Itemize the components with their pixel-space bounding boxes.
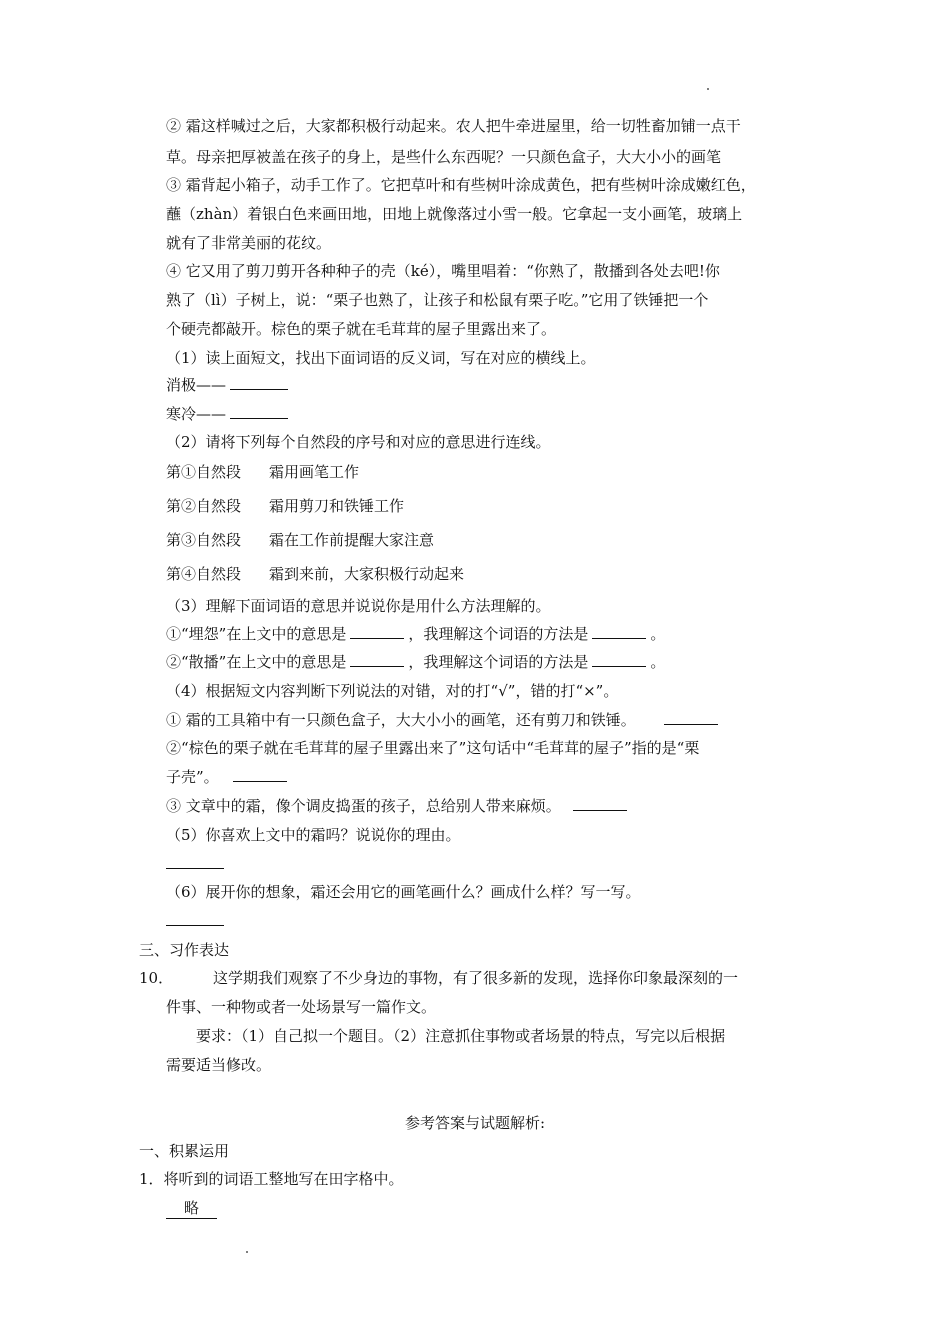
q4-prompt: （4）根据短文内容判断下列说法的对错，对的打“√”，错的打“×”。 (166, 682, 619, 700)
q5-blank[interactable] (166, 854, 224, 869)
q4-blank-2[interactable] (233, 767, 287, 782)
section3-heading: 三、习作表达 (139, 941, 230, 959)
top-dot (707, 88, 709, 90)
q3-item-1-text-b: ，我理解这个词语的方法是 (408, 625, 589, 643)
q3-blank-1a[interactable] (350, 624, 404, 639)
answers-a1 (166, 1198, 217, 1218)
q3-item-2-text-c: 。 (650, 653, 666, 671)
answers-section1: 一、积累运用 (139, 1142, 230, 1160)
passage-p2-line1: ② 霜这样喊过之后，大家都积极行动起来。农人把牛牵进屋里，给一切牲畜加铺一点干 (166, 117, 741, 135)
q2-prompt: （2）请将下列每个自然段的序号和对应的意思进行连线。 (166, 433, 551, 451)
passage-p3-line3: 就有了非常美丽的花纹。 (166, 234, 332, 252)
q4-statement-1 (166, 710, 722, 730)
q2-row-4-left: 第④自然段 (166, 565, 242, 583)
answers-q1: 1．将听到的词语工整地写在田字格中。 (139, 1170, 404, 1188)
q2-row-2[interactable] (166, 496, 404, 516)
q4-blank-1[interactable] (664, 710, 718, 725)
q3-item-2-text-a: ②“散播”在上文中的意思是 (166, 653, 347, 671)
q3-item-2 (166, 652, 665, 672)
q2-row-4-right: 霜到来前，大家积极行动起来 (269, 565, 465, 583)
q10-line-1: 这学期我们观察了不少身边的事物，有了很多新的发现，选择你印象最深刻的一 (213, 969, 739, 987)
q1-item-1 (166, 375, 288, 395)
q10-requirements-1: 要求：（1）自己拟一个题目。（2）注意抓住事物或者场景的特点，写完以后根据 (196, 1027, 726, 1045)
q1-item-2 (166, 404, 288, 424)
q4-statement-2b (166, 767, 291, 787)
q2-row-1[interactable] (166, 462, 359, 482)
passage-p3-line2: 蘸（zhàn）着银白色来画田地，田地上就像落过小雪一般。它拿起一支小画笔，玻璃上 (166, 205, 743, 223)
q2-row-4[interactable] (166, 564, 464, 584)
q6-blank[interactable] (166, 911, 224, 926)
q3-item-1-text-a: ①“埋怨”在上文中的意思是 (166, 625, 347, 643)
q2-row-2-left: 第②自然段 (166, 497, 242, 515)
q4-statement-3 (166, 796, 631, 816)
passage-p4-line3: 个硬壳都敲开。棕色的栗子就在毛茸茸的屋子里露出来了。 (166, 320, 557, 338)
q10-line-2: 件事、一种物或者一处场景写一篇作文。 (166, 998, 437, 1016)
q3-item-1-text-c: 。 (650, 625, 666, 643)
q3-blank-1b[interactable] (592, 624, 646, 639)
passage-p4-line2: 熟了（lì）子树上，说：“栗子也熟了，让孩子和松鼠有栗子吃。”它用了铁锤把一个 (166, 291, 709, 309)
q1-answer-blank-2[interactable] (230, 404, 288, 419)
q2-row-3-left: 第③自然段 (166, 531, 242, 549)
answers-a1-text: 略 (166, 1199, 217, 1219)
passage-p4-line1: ④ 它又用了剪刀剪开各种种子的壳（ké），嘴里唱着：“你熟了，散播到各处去吧!你 (166, 262, 720, 280)
q2-row-3[interactable] (166, 530, 434, 550)
q4-statement-1-text: ① 霜的工具箱中有一只颜色盒子，大大小小的画笔，还有剪刀和铁锤。 (166, 711, 636, 729)
q1-item-2-label: 寒冷—— (166, 405, 227, 423)
q3-item-1 (166, 624, 665, 644)
q1-prompt: （1）读上面短文，找出下面词语的反义词，写在对应的横线上。 (166, 349, 596, 367)
q5-answer-line[interactable] (166, 854, 224, 874)
q2-row-3-right: 霜在工作前提醒大家注意 (269, 531, 435, 549)
answers-title: 参考答案与试题解析: (404, 1114, 546, 1132)
passage-p2-line2: 草。母亲把厚被盖在孩子的身上，是些什么东西呢？一只颜色盒子，大大小小的画笔 (166, 148, 722, 166)
q4-statement-2a: ②“棕色的栗子就在毛茸茸的屋子里露出来了”这句话中“毛茸茸的屋子”指的是“栗 (166, 739, 700, 757)
q1-answer-blank-1[interactable] (230, 375, 288, 390)
q2-row-1-right: 霜用画笔工作 (269, 463, 360, 481)
q5-prompt: （5）你喜欢上文中的霜吗？说说你的理由。 (166, 826, 461, 844)
q3-blank-2b[interactable] (592, 652, 646, 667)
bottom-dot (246, 1251, 248, 1253)
q4-statement-2b-text: 子壳”。 (166, 768, 219, 786)
q3-item-2-text-b: ，我理解这个词语的方法是 (408, 653, 589, 671)
q10-number: 10． (139, 969, 174, 987)
q3-prompt: （3）理解下面词语的意思并说说你是用什么方法理解的。 (166, 597, 551, 615)
q4-blank-3[interactable] (573, 796, 627, 811)
passage-p3-line1: ③ 霜背起小箱子，动手工作了。它把草叶和有些树叶涂成黄色，把有些树叶涂成嫩红色， (166, 176, 756, 194)
q10-requirements-2: 需要适当修改。 (166, 1056, 272, 1074)
q2-row-1-left: 第①自然段 (166, 463, 242, 481)
q3-blank-2a[interactable] (350, 652, 404, 667)
q1-item-1-label: 消极—— (166, 376, 227, 394)
q4-statement-3-text: ③ 文章中的霜，像个调皮捣蛋的孩子，总给别人带来麻烦。 (166, 797, 561, 815)
q2-row-2-right: 霜用剪刀和铁锤工作 (269, 497, 405, 515)
q6-prompt: （6）展开你的想象，霜还会用它的画笔画什么？画成什么样？写一写。 (166, 883, 641, 901)
q6-answer-line[interactable] (166, 911, 224, 931)
